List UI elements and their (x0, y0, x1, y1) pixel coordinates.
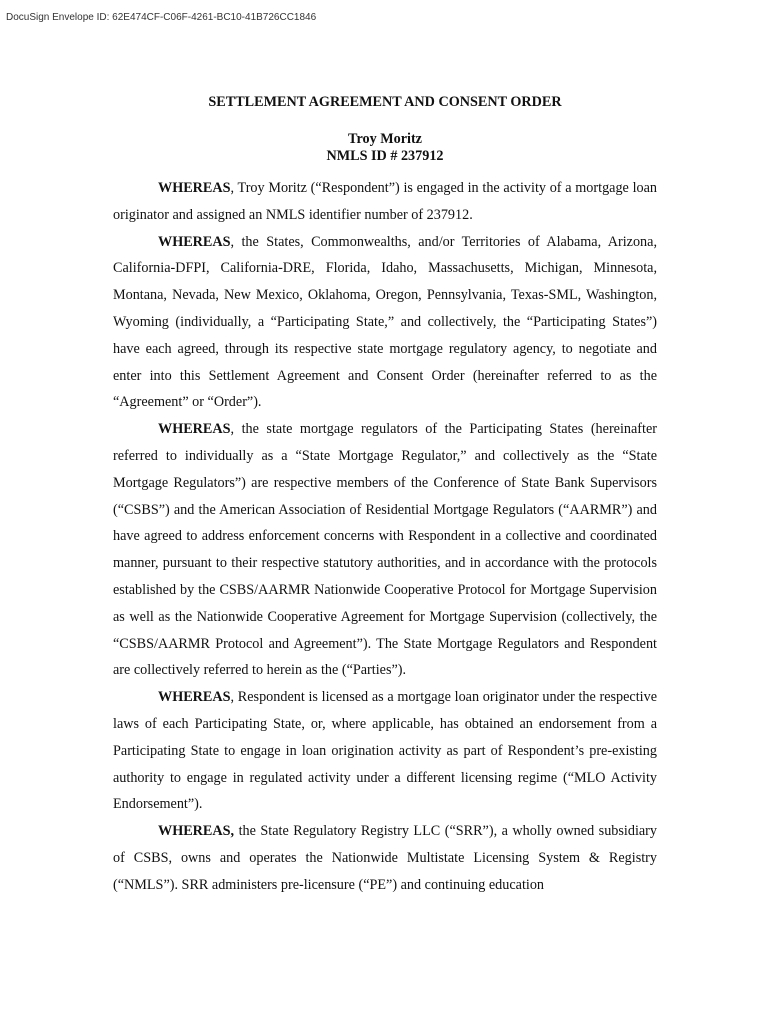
respondent-name: Troy Moritz (348, 131, 422, 147)
paragraph-text: , Respondent is licensed as a mortgage loan originator under the respective laws of each Participating State, or, where applicable, has obtained an endorsement from a Participating State to engage in loan origination activity as part of Respondent’s pre-existing authority to engage in regulated activity under a different licensing regime (“MLO Activity Endorsement”). (113, 689, 657, 813)
paragraph-lead: WHEREAS (158, 421, 231, 438)
document-page (113, 88, 657, 899)
paragraph-lead: WHEREAS (158, 180, 231, 196)
paragraph (113, 818, 657, 898)
respondent-block (113, 131, 657, 165)
paragraph (113, 684, 657, 818)
document-body (113, 175, 657, 899)
paragraph (113, 229, 657, 417)
document-title: SETTLEMENT AGREEMENT AND CONSENT ORDER (208, 94, 562, 110)
paragraph-text: , the States, Commonwealths, and/or Territories of Alabama, Arizona, California-DFPI, California-DRE, Florida, Idaho, Massachusetts, Michigan, Minnesota, Montana, Nevada, New Mexico, Oklahoma, Oregon, Pennsylvania, Texas-SML, Washington, Wyoming (individually, a “Participating State,” and collectively, the “Participating States”) have each agreed, through its respective state mortgage regulatory agency, to negotiate and enter into this Settlement Agreement and Consent Order (hereinafter referred to as the “Agreement” or “Order”). (113, 233, 657, 411)
paragraph (113, 416, 657, 684)
paragraph-lead: WHEREAS, (158, 823, 235, 840)
nmls-id: NMLS ID # 237912 (326, 148, 444, 164)
paragraph-lead: WHEREAS (158, 233, 231, 250)
paragraph-text: , Troy Moritz (“Respondent”) is engaged in the activity of a mortgage loan originator and assigned an NMLS identifier number of 237912. (113, 180, 657, 223)
paragraph (113, 175, 657, 229)
paragraph-text: the State Regulatory Registry LLC (“SRR”), a wholly owned subsidiary of CSBS, owns and operates the Nationwide Multistate Licensing System & Registry (“NMLS”). SRR administers pre-licensure (“PE”) and continuing education (113, 823, 657, 893)
envelope-id: DocuSign Envelope ID: 62E474CF-C06F-4261-BC10-41B726CC1846 (6, 12, 317, 23)
paragraph-lead: WHEREAS (158, 689, 231, 706)
paragraph-text: , the state mortgage regulators of the Participating States (hereinafter referred to individually as a “State Mortgage Regulator,” and collectively as the “State Mortgage Regulators”) are respective members of the Conference of State Bank Supervisors (“CSBS”) and the American Association of Residential Mortgage Regulators (“AARMR”) and have agreed to address enforcement concerns with Respondent in a collective and coordinated manner, pursuant to their respective statutory authorities, and in accordance with the protocols established by the CSBS/AARMR Nationwide Cooperative Protocol for Mortgage Supervision as well as the Nationwide Cooperative Agreement for Mortgage Supervision (collectively, the “CSBS/AARMR Protocol and Agreement”). The State Mortgage Regulators and Respondent are collectively referred to herein as the (“Parties”). (113, 421, 657, 679)
